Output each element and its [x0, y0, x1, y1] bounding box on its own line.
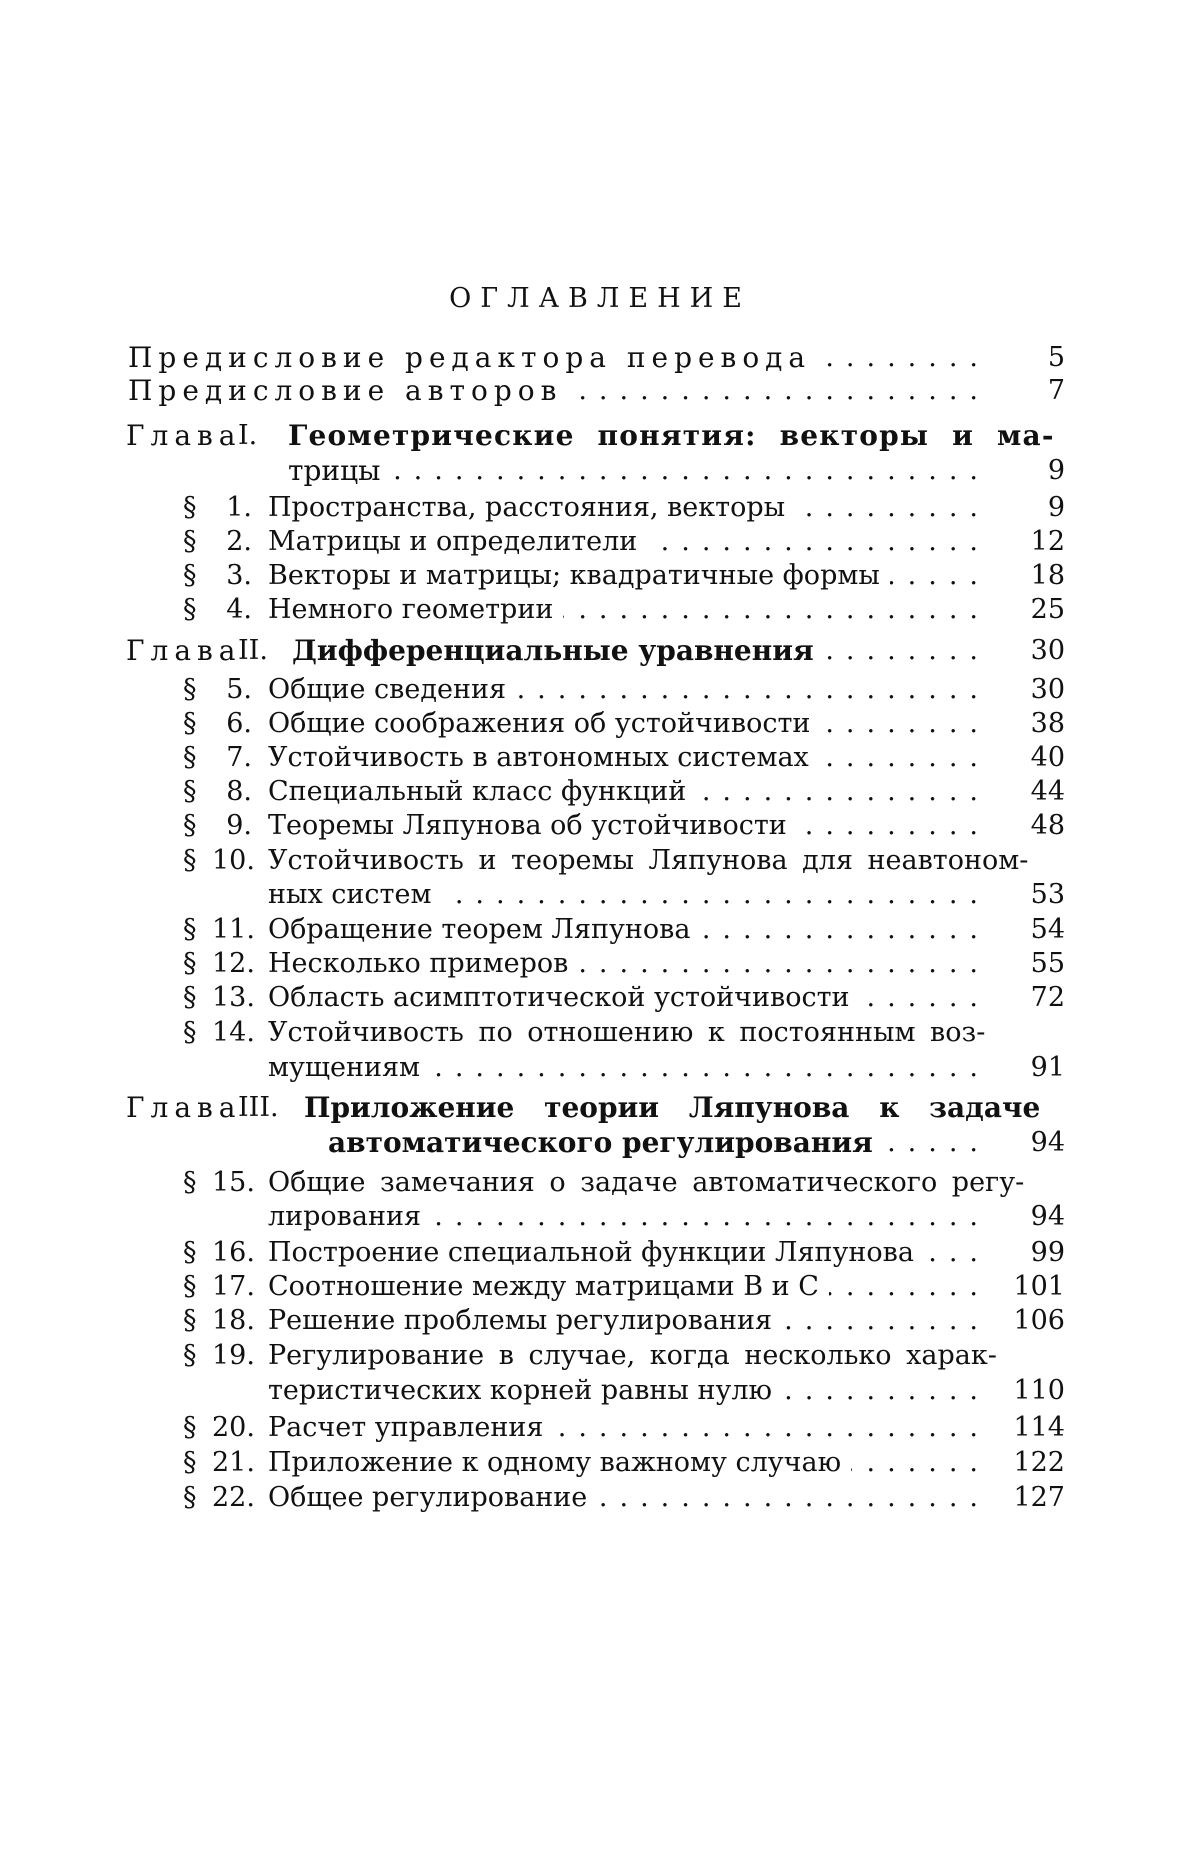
chapter-number: II. — [238, 633, 268, 669]
page-number: 91 — [985, 1050, 1065, 1086]
leader-dots: ........................... — [430, 1050, 990, 1086]
toc-entry-section — [0, 672, 1200, 708]
section-title: Регулирование в случае, когда несколько харак- — [268, 1338, 997, 1374]
section-sign: § — [183, 592, 197, 628]
chapter-title: Геометрические понятия: векторы и ма- — [288, 418, 1055, 454]
section-sign: § — [183, 1445, 197, 1481]
leader-dots: ........ — [824, 633, 990, 669]
chapter-label: Глава — [126, 418, 241, 454]
section-title: Обращение теорем Ляпунова — [268, 912, 690, 948]
section-title: Область асимптотической устойчивости — [268, 980, 850, 1016]
toc-entry-section — [0, 592, 1200, 628]
toc-entry-chapter — [0, 1090, 1200, 1126]
leader-dots: ..................... — [553, 1410, 990, 1446]
chapter-title-cont: трицы — [288, 453, 380, 489]
section-number: 12. — [212, 946, 252, 982]
toc-entry-preface — [0, 373, 1200, 409]
toc-entry-section — [0, 808, 1200, 844]
section-sign: § — [183, 1165, 197, 1201]
section-title: Несколько примеров — [268, 946, 568, 982]
section-number: 5. — [212, 672, 252, 708]
chapter-label: Глава — [126, 633, 241, 669]
page-number: 44 — [985, 774, 1065, 810]
section-number: 19. — [212, 1338, 252, 1374]
section-sign: § — [183, 1338, 197, 1374]
section-title: Соотношение между матрицами B и C — [268, 1269, 819, 1305]
leader-dots: ...... — [860, 980, 990, 1016]
section-number: 10. — [212, 843, 252, 879]
section-title-cont: лирования — [268, 1199, 421, 1235]
leader-dots: .......................... — [441, 877, 990, 913]
toc-entry-section — [0, 1480, 1200, 1516]
page-number: 114 — [985, 1410, 1065, 1446]
section-number: 22. — [212, 1480, 252, 1516]
section-number: 2. — [212, 524, 252, 560]
section-title: Построение специальной функции Ляпунова — [268, 1235, 914, 1271]
page-number: 94 — [985, 1199, 1065, 1235]
toc-entry-section — [0, 1015, 1200, 1051]
section-title-cont: мущениям — [268, 1050, 420, 1086]
leader-dots: .................... — [578, 946, 990, 982]
section-number: 14. — [212, 1015, 252, 1051]
leader-dots: ...... — [851, 1445, 990, 1481]
chapter-number: I. — [238, 418, 257, 454]
chapter-title: Приложение теории Ляпунова к задаче — [304, 1090, 1040, 1126]
section-sign: § — [183, 490, 197, 526]
toc-entry-section — [0, 1165, 1200, 1201]
section-title: Пространства, расстояния, векторы — [268, 490, 785, 526]
section-sign: § — [183, 912, 197, 948]
page-number: 5 — [985, 340, 1065, 376]
section-title-cont: теристических корней равны нулю — [268, 1373, 772, 1409]
toc-entry-section — [0, 980, 1200, 1016]
toc-entry-chapter — [0, 633, 1200, 669]
section-title: Общие замечания о задаче автоматического регу- — [268, 1165, 1024, 1201]
section-number: 20. — [212, 1410, 252, 1446]
section-number: 8. — [212, 774, 252, 810]
toc-entry-section-cont — [0, 1199, 1200, 1235]
toc-entry-section — [0, 1235, 1200, 1271]
leader-dots: ................ — [647, 524, 990, 560]
page-number: 18 — [985, 558, 1065, 594]
section-number: 3. — [212, 558, 252, 594]
section-number: 18. — [212, 1303, 252, 1339]
section-sign: § — [183, 558, 197, 594]
section-title: Матрицы и определители — [268, 524, 637, 560]
page-number: 30 — [985, 672, 1065, 708]
leader-dots: .......... — [782, 1303, 990, 1339]
toc-entry-chapter-cont — [0, 453, 1200, 489]
section-title: Приложение к одному важному случаю — [268, 1445, 841, 1481]
toc-entry-section — [0, 1445, 1200, 1481]
section-sign: § — [183, 946, 197, 982]
toc-entry-section — [0, 740, 1200, 776]
page-number: 30 — [985, 633, 1065, 669]
toc-entry-section — [0, 843, 1200, 879]
section-title: Общие соображения об устойчивости — [268, 706, 810, 742]
page-number: 54 — [985, 912, 1065, 948]
leader-dots: .................... — [563, 592, 990, 628]
section-title: Общие сведения — [268, 672, 506, 708]
toc-entry-section — [0, 706, 1200, 742]
toc-entry-section — [0, 774, 1200, 810]
leader-dots: ....................... — [516, 672, 990, 708]
preface-title: Предисловие авторов — [128, 373, 562, 409]
section-title: Векторы и матрицы; квадратичные формы — [268, 558, 880, 594]
toc-entry-section-cont — [0, 1050, 1200, 1086]
leader-dots: ......... — [795, 490, 990, 526]
section-number: 1. — [212, 490, 252, 526]
leader-dots: ........ — [819, 740, 990, 776]
toc-entry-section — [0, 524, 1200, 560]
section-number: 6. — [212, 706, 252, 742]
section-title: Теоремы Ляпунова об устойчивости — [268, 808, 787, 844]
toc-entry-preface — [0, 340, 1200, 376]
toc-entry-chapter-cont — [0, 1125, 1200, 1161]
toc-entry-section — [0, 1338, 1200, 1374]
page-number: 53 — [985, 877, 1065, 913]
leader-dots: ..... — [883, 1125, 990, 1161]
section-number: 16. — [212, 1235, 252, 1271]
toc-entry-section — [0, 946, 1200, 982]
section-number: 13. — [212, 980, 252, 1016]
section-sign: § — [183, 706, 197, 742]
page-number: 99 — [985, 1235, 1065, 1271]
toc-entry-section — [0, 1303, 1200, 1339]
section-number: 7. — [212, 740, 252, 776]
leader-dots: .............. — [700, 912, 990, 948]
page-number: 110 — [985, 1373, 1065, 1409]
section-title: Устойчивость по отношению к постоянным воз- — [268, 1015, 985, 1051]
section-sign: § — [183, 1480, 197, 1516]
section-sign: § — [183, 808, 197, 844]
section-number: 4. — [212, 592, 252, 628]
toc-entry-section-cont — [0, 877, 1200, 913]
section-sign: § — [183, 1015, 197, 1051]
section-title-cont: ных систем — [268, 877, 431, 913]
page-number: 48 — [985, 808, 1065, 844]
section-number: 9. — [212, 808, 252, 844]
page-number: 38 — [985, 706, 1065, 742]
chapter-title: Дифференциальные уравнения — [292, 633, 814, 669]
toc-entry-section — [0, 1410, 1200, 1446]
leader-dots: ......... — [797, 808, 990, 844]
toc-entry-section — [0, 490, 1200, 526]
preface-title: Предисловие редактора перевода — [128, 340, 811, 376]
section-sign: § — [183, 843, 197, 879]
page-number: 101 — [985, 1269, 1065, 1305]
section-sign: § — [183, 774, 197, 810]
section-title: Устойчивость и теоремы Ляпунова для неавтоном- — [268, 843, 1028, 879]
page-number: 40 — [985, 740, 1065, 776]
table-of-contents — [0, 0, 1200, 1849]
leader-dots: ........................... — [431, 1199, 990, 1235]
leader-dots: ............................. — [390, 453, 990, 489]
page-number: 72 — [985, 980, 1065, 1016]
leader-dots: .... — [890, 558, 990, 594]
section-number: 21. — [212, 1445, 252, 1481]
toc-entry-chapter — [0, 418, 1200, 454]
page-number: 94 — [985, 1125, 1065, 1161]
page-number: 12 — [985, 524, 1065, 560]
leader-dots: ........ — [820, 706, 990, 742]
page-number: 55 — [985, 946, 1065, 982]
page-number: 106 — [985, 1303, 1065, 1339]
section-title: Специальный класс функций — [268, 774, 686, 810]
page-number: 9 — [985, 490, 1065, 526]
page-number: 9 — [985, 453, 1065, 489]
leader-dots: ................... — [597, 1480, 990, 1516]
section-sign: § — [183, 980, 197, 1016]
chapter-title-cont: автоматического регулирования — [328, 1125, 873, 1161]
section-number: 17. — [212, 1269, 252, 1305]
section-sign: § — [183, 1235, 197, 1271]
toc-entry-section — [0, 912, 1200, 948]
toc-entry-section — [0, 1269, 1200, 1305]
section-sign: § — [183, 672, 197, 708]
section-title: Немного геометрии — [268, 592, 553, 628]
section-sign: § — [183, 1269, 197, 1305]
leader-dots: .................... — [572, 373, 990, 409]
section-sign: § — [183, 524, 197, 560]
section-title: Общее регулирование — [268, 1480, 587, 1516]
section-number: 11. — [212, 912, 252, 948]
toc-entry-section — [0, 558, 1200, 594]
section-sign: § — [183, 1410, 197, 1446]
toc-entry-section-cont — [0, 1373, 1200, 1409]
leader-dots: .............. — [696, 774, 990, 810]
page-number: 122 — [985, 1445, 1065, 1481]
leader-dots: ........ — [829, 1269, 990, 1305]
leader-dots: ... — [924, 1235, 990, 1271]
page-number: 127 — [985, 1480, 1065, 1516]
section-title: Расчет управления — [268, 1410, 543, 1446]
page-number: 25 — [985, 592, 1065, 628]
chapter-label: Глава — [126, 1090, 241, 1126]
page-title: ОГЛАВЛЕНИЕ — [0, 283, 1200, 314]
section-title: Устойчивость в автономных системах — [268, 740, 809, 776]
page-number: 7 — [985, 373, 1065, 409]
leader-dots: ........ — [821, 340, 990, 376]
section-title: Решение проблемы регулирования — [268, 1303, 772, 1339]
chapter-number: III. — [238, 1090, 279, 1126]
section-sign: § — [183, 1303, 197, 1339]
section-sign: § — [183, 740, 197, 776]
leader-dots: .......... — [782, 1373, 990, 1409]
section-number: 15. — [212, 1165, 252, 1201]
